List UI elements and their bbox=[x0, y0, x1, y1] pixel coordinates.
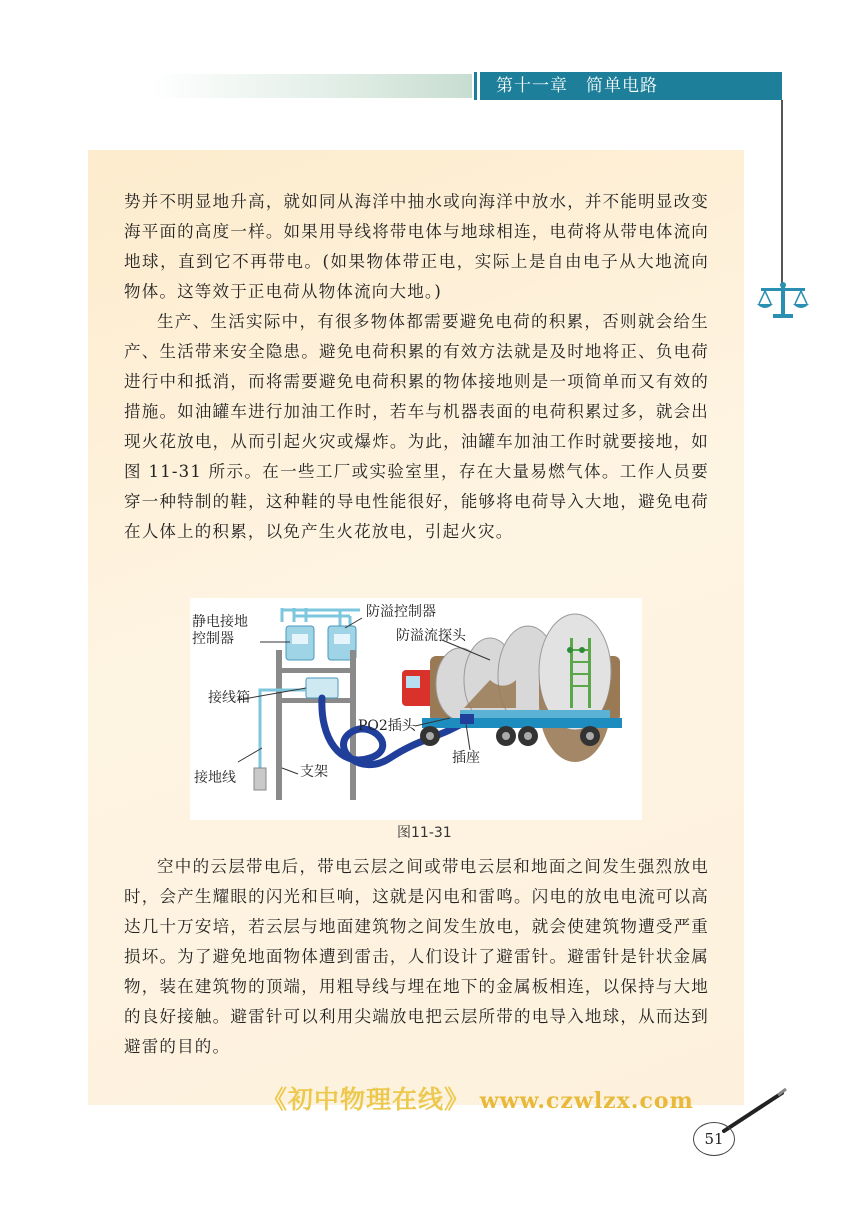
label-static-ground-controller: 静电接地 控制器 bbox=[192, 614, 248, 647]
paragraph: 势并不明显地升高，就如同从海洋中抽水或向海洋中放水，并不能明显改变海平面的高度一样。如果用导线将带电体与地球相连，电荷将从带电体流向地球，直到它不再带电。(如果物体带正电，实际上是自由电子从大地流向物体。这等效于正电荷从物体流向大地。) bbox=[124, 192, 709, 301]
chapter-header bbox=[480, 72, 782, 100]
watermark bbox=[262, 1080, 694, 1116]
figure-tanker-grounding bbox=[190, 598, 642, 820]
header-gradient-band bbox=[150, 74, 472, 98]
label-overflow-probe: 防溢流探头 bbox=[396, 628, 466, 644]
figure-caption: 图11-31 bbox=[397, 825, 452, 841]
paragraph: 空中的云层带电后，带电云层之间或带电云层和地面之间发生强烈放电时，会产生耀眼的闪光和巨响，这就是闪电和雷鸣。闪电的放电电流可以高达几十万安培，若云层与地面建筑物之间发生放电，就会使建筑物遭受严重损坏。为了避免地面物体遭到雷击，人们设计了避雷针。避雷针是针状金属物，装在建筑物的顶端，用粗导线与埋在地下的金属板相连，以保持与大地的良好接触。避雷针可以利用尖端放电把云层所带的电导入地球，从而达到避雷的目的。 bbox=[124, 857, 709, 1056]
balance-scale-icon bbox=[755, 280, 811, 320]
chapter-title: 第十一章 简单电路 bbox=[496, 76, 658, 96]
text-block-top bbox=[124, 187, 709, 547]
text-block-bottom bbox=[124, 852, 709, 1062]
label-ground-wire: 接地线 bbox=[194, 770, 236, 786]
margin-vertical-line bbox=[781, 100, 783, 290]
page-number: 51 bbox=[693, 1122, 735, 1156]
label-po2-plug: PO2插头 bbox=[358, 718, 416, 734]
watermark-url: www.czwlzx.com bbox=[479, 1088, 694, 1114]
watermark-text: 《初中物理在线》 bbox=[262, 1085, 471, 1114]
paragraph: 生产、生活实际中，有很多物体都需要避免电荷的积累，否则就会给生产、生活带来安全隐患。避免电荷积累的有效方法就是及时地将正、负电荷进行中和抵消，而将需要避免电荷积累的物体接地则是一项简单而又有效的措施。如油罐车进行加油工作时，若车与机器表面的电荷积累过多，就会出现火花放电，从而引起火灾或爆炸。为此，油罐车加油工作时就要接地，如图 11-31 所示。在一些工厂或实验室里，存在大量易燃气体。工作人员要穿一种特制的鞋，这种鞋的导电性能很好，能够将电荷导入大地，避免电荷在人体上的积累，以免产生火花放电，引起火灾。 bbox=[124, 312, 709, 541]
label-bracket: 支架 bbox=[300, 764, 328, 780]
label-socket: 插座 bbox=[452, 750, 480, 766]
label-junction-box: 接线箱 bbox=[208, 690, 250, 706]
header-separator bbox=[474, 72, 477, 100]
label-overflow-controller: 防溢控制器 bbox=[366, 604, 436, 620]
